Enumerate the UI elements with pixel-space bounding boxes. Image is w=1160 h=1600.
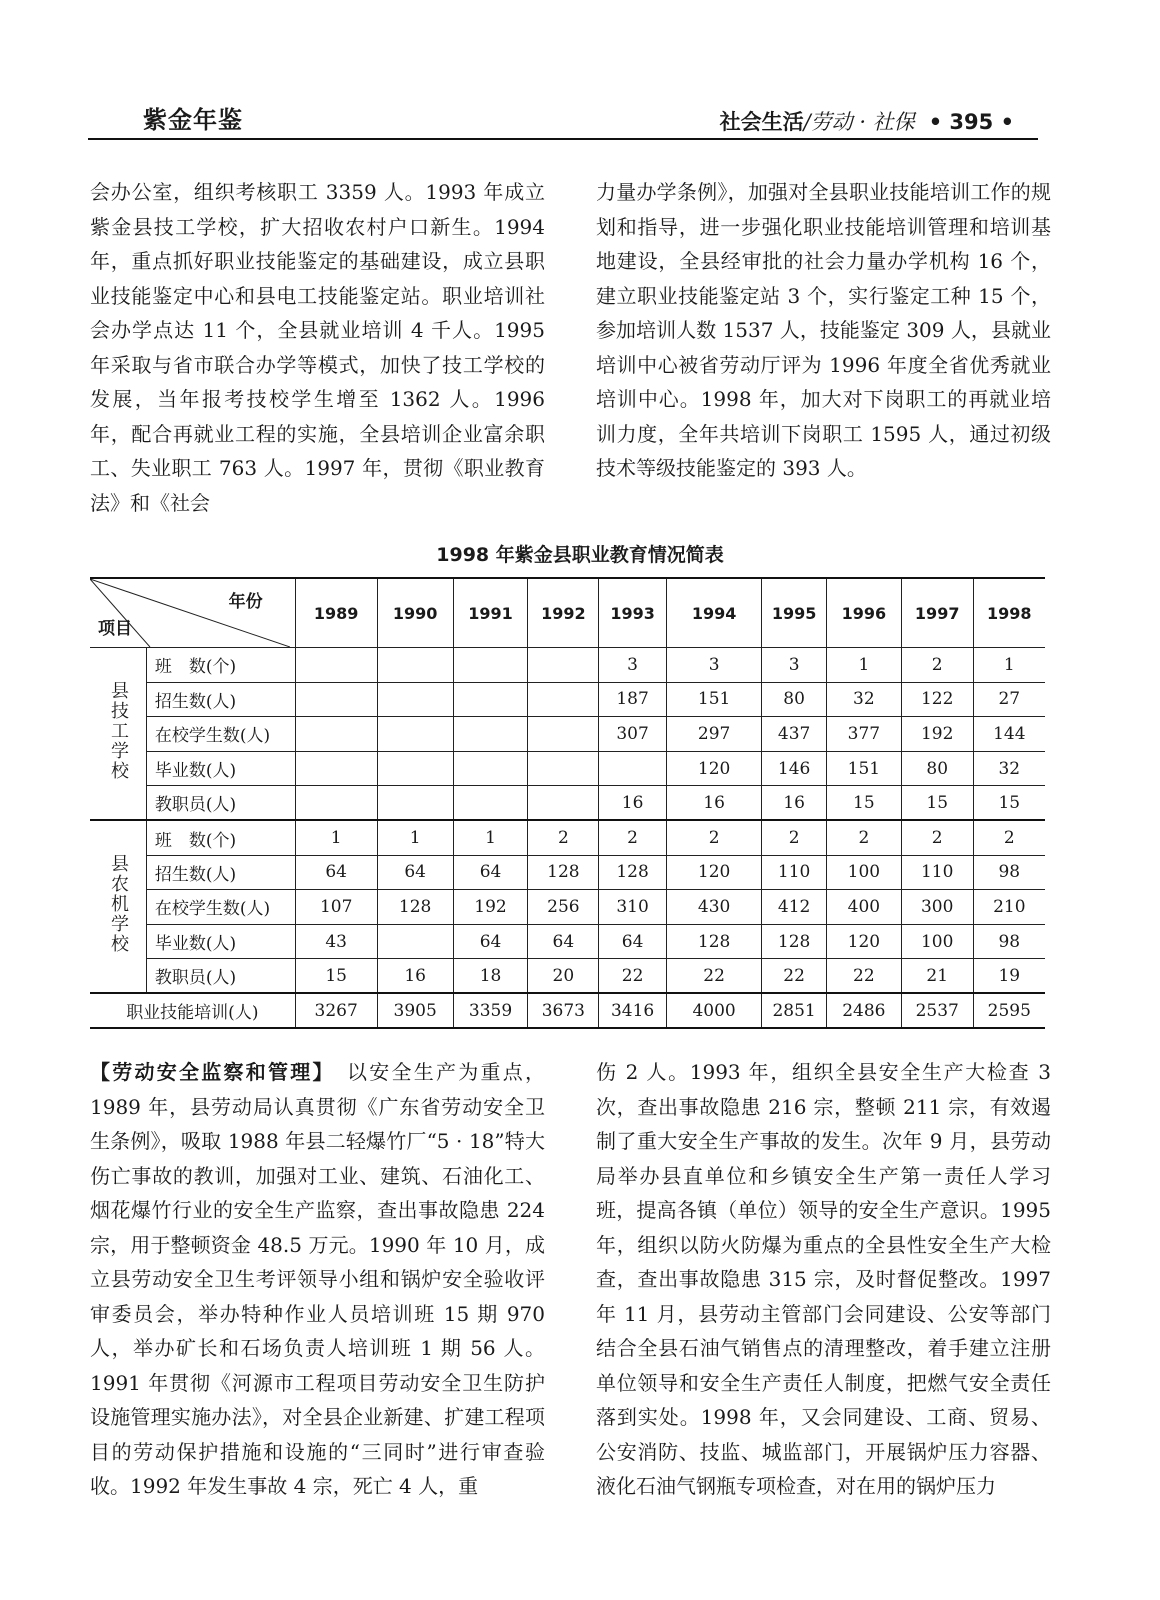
table-cell: 43 (295, 924, 377, 959)
top-right-column (596, 175, 1051, 486)
table-body (90, 648, 1045, 1029)
table-cell: 146 (762, 751, 827, 786)
table-cell: 122 (901, 682, 973, 717)
training-row (90, 993, 1045, 1028)
table-cell: 2 (666, 820, 761, 855)
table-row (90, 820, 1045, 855)
table-cell: 151 (826, 751, 901, 786)
table-cell: 128 (762, 924, 827, 959)
table-cell: 64 (599, 924, 667, 959)
table-cell: 18 (453, 959, 528, 994)
table-cell (453, 786, 528, 821)
row-label: 班 数(个) (146, 820, 295, 855)
table-cell: 2 (599, 820, 667, 855)
table-cell: 3359 (453, 993, 528, 1028)
table-cell: 100 (826, 855, 901, 890)
row-label: 教职员(人) (146, 959, 295, 994)
table-cell: 2595 (973, 993, 1045, 1028)
table-row (90, 924, 1045, 959)
year-header: 1992 (528, 578, 599, 648)
table-cell: 192 (901, 717, 973, 752)
yearbook-title: 紫金年鉴 (143, 106, 243, 134)
table-cell: 128 (599, 855, 667, 890)
table-title: 1998 年紫金县职业教育情况简表 (436, 544, 724, 566)
table-cell: 64 (453, 924, 528, 959)
table-cell: 16 (762, 786, 827, 821)
table-cell (528, 786, 599, 821)
table-cell: 2 (901, 648, 973, 683)
table-cell: 3416 (599, 993, 667, 1028)
table-row (90, 648, 1045, 683)
year-header: 1997 (901, 578, 973, 648)
subsection-name: /劳动 · 社保 (803, 110, 915, 134)
table-cell: 3905 (377, 993, 453, 1028)
group-label-cell (90, 648, 146, 821)
table-cell (528, 682, 599, 717)
row-label: 毕业数(人) (146, 924, 295, 959)
row-label: 教职员(人) (146, 786, 295, 821)
table-cell: 80 (901, 751, 973, 786)
table-row (90, 786, 1045, 821)
section-heading: 【劳动安全监察和管理】 (90, 1060, 325, 1084)
table-cell: 377 (826, 717, 901, 752)
table-cell (377, 924, 453, 959)
table-cell (377, 682, 453, 717)
table-cell: 15 (826, 786, 901, 821)
table-cell: 120 (666, 855, 761, 890)
group-label: 县技工学校 (107, 681, 129, 782)
row-label: 在校学生数(人) (146, 717, 295, 752)
group-label-cell (90, 820, 146, 993)
year-header: 1996 (826, 578, 901, 648)
table-corner-cell (90, 578, 295, 648)
table-cell: 1 (377, 820, 453, 855)
table-cell: 64 (295, 855, 377, 890)
table-cell (528, 751, 599, 786)
table-cell: 1 (973, 648, 1045, 683)
year-header: 1993 (599, 578, 667, 648)
table-cell (377, 648, 453, 683)
training-label: 职业技能培训(人) (90, 993, 295, 1028)
table-row (90, 717, 1045, 752)
bottom-left-column (90, 1055, 545, 1504)
table-cell: 1 (826, 648, 901, 683)
vocational-education-table (90, 577, 1045, 1029)
table-cell: 2 (901, 820, 973, 855)
table-cell: 32 (973, 751, 1045, 786)
table-cell: 98 (973, 924, 1045, 959)
row-label: 在校学生数(人) (146, 890, 295, 925)
year-header: 1995 (762, 578, 827, 648)
table-row (90, 751, 1045, 786)
table-cell: 210 (973, 890, 1045, 925)
table-cell: 110 (762, 855, 827, 890)
table-cell (453, 717, 528, 752)
row-label: 班 数(个) (146, 648, 295, 683)
year-header: 1991 (453, 578, 528, 648)
table-cell (377, 786, 453, 821)
table-cell: 144 (973, 717, 1045, 752)
table-row (90, 682, 1045, 717)
table-cell (295, 786, 377, 821)
table-cell: 2486 (826, 993, 901, 1028)
table-cell: 15 (295, 959, 377, 994)
table-cell (377, 751, 453, 786)
table-cell: 20 (528, 959, 599, 994)
table-cell: 110 (901, 855, 973, 890)
table-cell: 2 (762, 820, 827, 855)
table-cell: 300 (901, 890, 973, 925)
table-cell: 2851 (762, 993, 827, 1028)
table-cell: 19 (973, 959, 1045, 994)
year-header: 1989 (295, 578, 377, 648)
bottom-left-text: 以安全生产为重点，1989 年，县劳动局认真贯彻《广东省劳动安全卫生条例》，吸取 1988 年县二轻爆竹厂“5 · 18”特大伤亡事故的教训，加强对工业、建筑、石油化工、烟花爆竹行业的安全生产监察，查出事故隐患 224 宗，用于整顿资金 48.5 万元。1990 年 10 月，成立县劳动安全卫生考评领导小组和锅炉安全验收评审委员会，举办特种作业人员培训班 15 期 970 人，举办矿长和石场负责人培训班 1 期 56 人。1991 年贯彻《河源市工程项目劳动安全卫生防护设施管理实施办法》，对全县企业新建、扩建工程项目的劳动保护措施和设施的“三同时”进行审查验收。1992 年发生事故 4 宗，死亡 4 人，重 (90, 1060, 545, 1498)
table-cell: 3267 (295, 993, 377, 1028)
table-cell (599, 751, 667, 786)
table-cell: 64 (377, 855, 453, 890)
page-number: • 395 • (928, 110, 1014, 134)
table-cell (453, 682, 528, 717)
top-left-paragraph: 会办公室，组织考核职工 3359 人。1993 年成立紫金县技工学校，扩大招收农村户口新生。1994 年，重点抓好职业技能鉴定的基础建设，成立县职业技能鉴定中心和县电工技能鉴定站。职业培训社会办学点达 11 个，全县就业培训 4 千人。1995 年采取与省市联合办学等模式，加快了技工学校的发展，当年报考技校学生增至 1362 人。1996 年，配合再就业工程的实施，全县培训企业富余职工、失业职工 763 人。1997 年，贯彻《职业教育法》和《社会 (90, 180, 545, 515)
table-cell (453, 751, 528, 786)
top-left-column (90, 175, 545, 520)
table-cell: 1 (453, 820, 528, 855)
bottom-left-paragraph (90, 1055, 545, 1504)
table-cell: 16 (666, 786, 761, 821)
bottom-right-paragraph: 伤 2 人。1993 年，组织全县安全生产大检查 3 次，查出事故隐患 216 宗，整顿 211 宗，有效遏制了重大安全生产事故的发生。次年 9 月，县劳动局举办县直单位和乡镇安全生产第一责任人学习班，提高各镇（单位）领导的安全生产意识。1995 年，组织以防火防爆为重点的全县性安全生产大检查，查出事故隐患 315 宗，及时督促整改。1997 年 11 月，县劳动主管部门会同建设、公安等部门结合全县石油气销售点的清理整改，着手建立注册单位领导和安全生产责任人制度，把燃气安全责任落到实处。1998 年，又会同建设、工商、贸易、公安消防、技监、城监部门，开展锅炉压力容器、液化石油气钢瓶专项检查，对在用的锅炉压力 (596, 1060, 1051, 1498)
table-cell: 128 (666, 924, 761, 959)
table-cell (453, 648, 528, 683)
table-cell: 430 (666, 890, 761, 925)
table-cell: 256 (528, 890, 599, 925)
table-cell: 15 (901, 786, 973, 821)
table-cell: 64 (453, 855, 528, 890)
table-cell: 2 (826, 820, 901, 855)
corner-item-label: 项目 (98, 619, 132, 639)
table-cell: 22 (826, 959, 901, 994)
table-cell: 297 (666, 717, 761, 752)
bottom-right-column (596, 1055, 1051, 1504)
table-cell: 80 (762, 682, 827, 717)
table-cell: 120 (666, 751, 761, 786)
table-cell: 307 (599, 717, 667, 752)
table-row (90, 890, 1045, 925)
header-rule (88, 138, 1038, 140)
table-cell: 2537 (901, 993, 973, 1028)
table-cell: 16 (599, 786, 667, 821)
table-cell: 437 (762, 717, 827, 752)
table-cell: 22 (666, 959, 761, 994)
table-cell: 2 (973, 820, 1045, 855)
table-cell: 400 (826, 890, 901, 925)
table-cell: 120 (826, 924, 901, 959)
table-cell: 3673 (528, 993, 599, 1028)
table-cell: 1 (295, 820, 377, 855)
row-label: 招生数(人) (146, 855, 295, 890)
table-cell: 412 (762, 890, 827, 925)
table-cell: 15 (973, 786, 1045, 821)
table-cell (377, 717, 453, 752)
table-cell: 2 (528, 820, 599, 855)
table-cell: 64 (528, 924, 599, 959)
running-head (720, 106, 1014, 136)
table-cell: 151 (666, 682, 761, 717)
row-label: 招生数(人) (146, 682, 295, 717)
year-header: 1994 (666, 578, 761, 648)
corner-year-label: 年份 (228, 592, 263, 612)
table-cell: 100 (901, 924, 973, 959)
table-cell: 22 (599, 959, 667, 994)
table-cell (295, 751, 377, 786)
table-row (90, 855, 1045, 890)
table-cell: 32 (826, 682, 901, 717)
table-cell (295, 717, 377, 752)
table-cell: 98 (973, 855, 1045, 890)
table-cell: 4000 (666, 993, 761, 1028)
table-cell: 3 (599, 648, 667, 683)
section-name: 社会生活 (719, 110, 804, 134)
table-cell: 27 (973, 682, 1045, 717)
year-header: 1998 (973, 578, 1045, 648)
year-header: 1990 (377, 578, 453, 648)
table-cell: 107 (295, 890, 377, 925)
table-cell: 128 (528, 855, 599, 890)
top-right-paragraph: 力量办学条例》，加强对全县职业技能培训工作的规划和指导，进一步强化职业技能培训管理和培训基地建设，全县经审批的社会力量办学机构 16 个，建立职业技能鉴定站 3 个，实行鉴定工种 15 个，参加培训人数 1537 人，技能鉴定 309 人，县就业培训中心被省劳动厅评为 1996 年度全省优秀就业培训中心。1998 年，加大对下岗职工的再就业培训力度，全年共培训下岗职工 1595 人，通过初级技术等级技能鉴定的 393 人。 (596, 180, 1051, 480)
row-label: 毕业数(人) (146, 751, 295, 786)
table-cell: 192 (453, 890, 528, 925)
table-cell: 16 (377, 959, 453, 994)
table-cell: 187 (599, 682, 667, 717)
table-cell: 22 (762, 959, 827, 994)
table-cell (528, 648, 599, 683)
table-cell: 3 (666, 648, 761, 683)
table-cell: 310 (599, 890, 667, 925)
group-label: 县农机学校 (107, 854, 129, 955)
table-cell (295, 682, 377, 717)
table-cell: 21 (901, 959, 973, 994)
table-cell: 128 (377, 890, 453, 925)
table-cell: 3 (762, 648, 827, 683)
table-row (90, 959, 1045, 994)
table-cell (295, 648, 377, 683)
table-cell (528, 717, 599, 752)
